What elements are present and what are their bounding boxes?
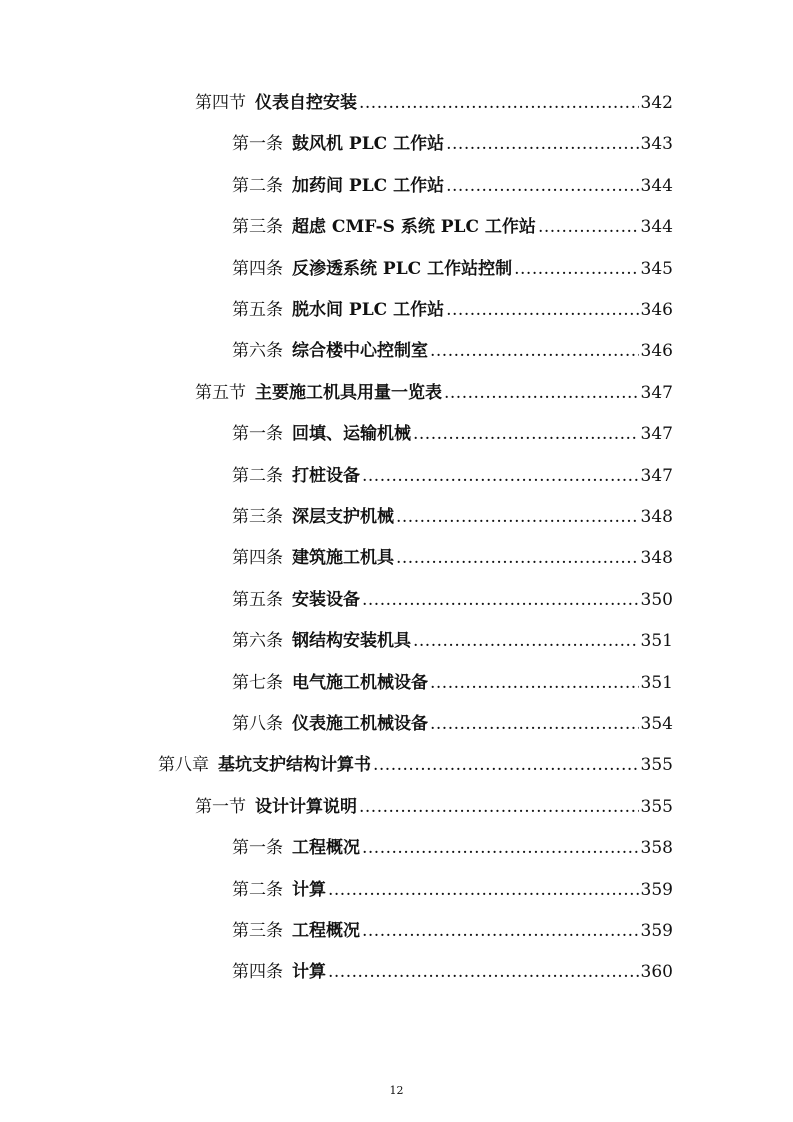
toc-entry[interactable] xyxy=(232,462,673,490)
toc-entry-number: 第八章 xyxy=(158,755,209,776)
toc-dot-leader xyxy=(373,751,639,779)
toc-entry-page: 347 xyxy=(640,465,673,486)
toc-entry-title: 建筑施工机具 xyxy=(292,548,394,569)
toc-entry[interactable] xyxy=(232,586,673,614)
toc-entry-number: 第二条 xyxy=(232,879,283,900)
toc-entry[interactable] xyxy=(232,544,673,572)
toc-dot-leader xyxy=(430,710,639,738)
toc-entry-number: 第六条 xyxy=(232,341,283,362)
toc-dot-leader xyxy=(430,337,639,365)
toc-entry-title: 打桩设备 xyxy=(292,465,360,486)
toc-entry[interactable] xyxy=(232,255,673,283)
toc-entry-title: 工程概况 xyxy=(292,838,360,859)
toc-entry[interactable] xyxy=(232,917,673,945)
toc-dot-leader xyxy=(396,544,639,572)
toc-entry[interactable] xyxy=(232,172,673,200)
toc-entry-title: 主要施工机具用量一览表 xyxy=(255,382,442,403)
toc-entry[interactable] xyxy=(232,834,673,862)
toc-entry-title: 脱水间 PLC 工作站 xyxy=(292,300,445,320)
toc-dot-leader xyxy=(444,379,639,407)
toc-dot-leader xyxy=(446,130,638,158)
toc-entry-title: 超虑 CMF-S 系统 PLC 工作站 xyxy=(292,217,536,238)
toc-entry-number: 第二条 xyxy=(232,175,283,196)
toc-entry[interactable] xyxy=(232,337,673,365)
toc-entry-page: 351 xyxy=(640,672,673,693)
toc-entry-number: 第三条 xyxy=(232,921,283,941)
toc-entry[interactable] xyxy=(195,793,673,821)
toc-entry-page: 344 xyxy=(640,217,673,238)
toc-dot-leader xyxy=(413,627,639,655)
toc-entry-number: 第二条 xyxy=(232,465,283,486)
toc-entry-number: 第五节 xyxy=(195,382,246,403)
page-number: 12 xyxy=(389,1084,404,1097)
toc-entry-title: 鼓风机 PLC 工作站 xyxy=(292,134,445,155)
toc-entry-number: 第一条 xyxy=(232,838,283,859)
toc-dot-leader xyxy=(362,834,639,862)
toc-entry-number: 第五条 xyxy=(232,300,283,320)
toc-dot-leader xyxy=(328,876,639,904)
toc-entry-page: 350 xyxy=(640,589,673,610)
toc-entry-page: 342 xyxy=(640,93,673,113)
toc-entry-title: 计算 xyxy=(292,879,326,900)
toc-entry-page: 354 xyxy=(640,714,673,734)
toc-entry[interactable] xyxy=(232,669,673,697)
toc-entry-title: 仪表施工机械设备 xyxy=(292,714,428,734)
toc-entry[interactable] xyxy=(195,379,673,407)
toc-dot-leader xyxy=(362,917,639,945)
toc-entry-title: 反渗透系统 PLC 工作站控制 xyxy=(292,258,513,279)
toc-entry[interactable] xyxy=(232,876,673,904)
toc-entry[interactable] xyxy=(232,627,673,655)
toc-entry-page: 348 xyxy=(640,548,673,569)
toc-entry-page: 360 xyxy=(640,962,673,983)
toc-entry-page: 347 xyxy=(640,382,673,403)
toc-dot-leader xyxy=(446,296,638,324)
toc-dot-leader xyxy=(359,793,639,821)
toc-entry-number: 第六条 xyxy=(232,631,283,652)
toc-dot-leader xyxy=(514,255,638,283)
toc-entry[interactable] xyxy=(158,751,673,779)
toc-entry-page: 346 xyxy=(640,341,673,362)
toc-entry-number: 第四条 xyxy=(232,258,283,279)
toc-entry-page: 355 xyxy=(640,755,673,776)
toc-dot-leader xyxy=(362,462,639,490)
toc-entry-page: 348 xyxy=(640,507,673,527)
toc-entry[interactable] xyxy=(232,213,673,241)
toc-entry-title: 电气施工机械设备 xyxy=(292,672,428,693)
toc-entry[interactable] xyxy=(232,296,673,324)
toc-entry-number: 第七条 xyxy=(232,672,283,693)
toc-entry-number: 第一节 xyxy=(195,796,246,817)
toc-entry-number: 第一条 xyxy=(232,424,283,445)
toc-entry-page: 351 xyxy=(640,631,673,652)
toc-entry-page: 344 xyxy=(640,175,673,196)
toc-entry[interactable] xyxy=(232,420,673,448)
toc-entry-number: 第八条 xyxy=(232,714,283,734)
toc-entry-title: 仪表自控安装 xyxy=(255,93,357,113)
toc-entry-title: 加药间 PLC 工作站 xyxy=(292,175,445,196)
toc-dot-leader xyxy=(413,420,639,448)
toc-entry-title: 深层支护机械 xyxy=(292,507,394,527)
toc-dot-leader xyxy=(359,89,639,117)
toc-dot-leader xyxy=(446,172,638,200)
toc-entry[interactable] xyxy=(232,958,673,986)
toc-entry-number: 第一条 xyxy=(232,134,283,155)
toc-entry[interactable] xyxy=(232,503,673,531)
toc-entry-number: 第四条 xyxy=(232,962,283,983)
toc-entry-page: 359 xyxy=(640,879,673,900)
toc-entry-title: 基坑支护结构计算书 xyxy=(218,755,371,776)
toc-entry-number: 第四条 xyxy=(232,548,283,569)
toc-entry-number: 第三条 xyxy=(232,217,283,238)
toc-dot-leader xyxy=(538,213,639,241)
toc-entry-page: 343 xyxy=(640,134,673,155)
toc-entry-number: 第五条 xyxy=(232,589,283,610)
toc-entry-title: 钢结构安装机具 xyxy=(292,631,411,652)
toc-entry[interactable] xyxy=(195,89,673,117)
toc-dot-leader xyxy=(328,958,639,986)
toc-entry-number: 第四节 xyxy=(195,93,246,113)
toc-entry[interactable] xyxy=(232,710,673,738)
toc-entry-page: 358 xyxy=(640,838,673,859)
toc-entry-page: 345 xyxy=(640,258,673,279)
toc-dot-leader xyxy=(430,669,639,697)
toc-entry-title: 综合楼中心控制室 xyxy=(292,341,428,362)
toc-entry-title: 设计计算说明 xyxy=(255,796,357,817)
toc-entry[interactable] xyxy=(232,130,673,158)
toc-entry-title: 回填、运输机械 xyxy=(292,424,411,445)
toc-entry-page: 347 xyxy=(640,424,673,445)
toc-entry-title: 计算 xyxy=(292,962,326,983)
toc-dot-leader xyxy=(362,586,639,614)
toc-entry-page: 359 xyxy=(640,921,673,941)
toc-entry-page: 355 xyxy=(640,796,673,817)
toc-dot-leader xyxy=(396,503,639,531)
toc-entry-title: 安装设备 xyxy=(292,589,360,610)
toc-entry-page: 346 xyxy=(640,300,673,320)
toc-entry-number: 第三条 xyxy=(232,507,283,527)
toc-entry-title: 工程概况 xyxy=(292,921,360,941)
